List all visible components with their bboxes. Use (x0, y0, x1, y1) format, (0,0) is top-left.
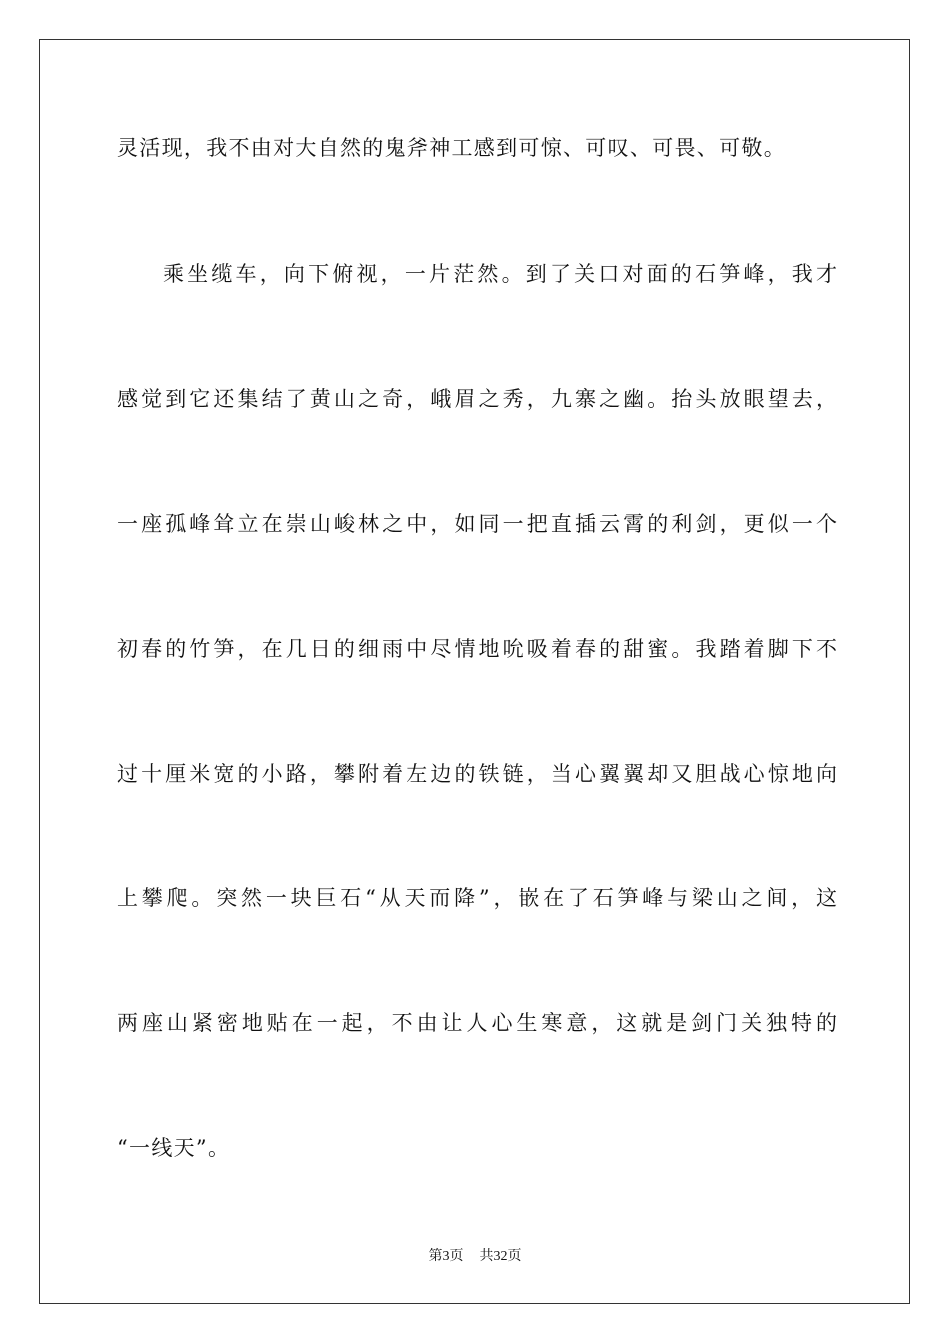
text-line-8: 两座山紧密地贴在一起，不由让人心生寒意，这就是剑门关独特的 (117, 1011, 837, 1035)
text-line-3: 感觉到它还集结了黄山之奇，峨眉之秀，九寨之幽。抬头放眼望去， (117, 387, 837, 411)
text-line-7: 上攀爬。突然一块巨石“从天而降”，嵌在了石笋峰与梁山之间，这 (117, 886, 837, 910)
page-number: 第3页 (428, 1249, 464, 1264)
text-line-4: 一座孤峰耸立在崇山峻林之中，如同一把直插云霄的利剑，更似一个 (117, 512, 837, 536)
text-line-9: “一线天”。 (117, 1136, 231, 1160)
text-line-6: 过十厘米宽的小路，攀附着左边的铁链，当心翼翼却又胆战心惊地向 (117, 762, 837, 786)
page-footer (0, 1248, 950, 1266)
text-line-5: 初春的竹笋，在几日的细雨中尽情地吮吸着春的甜蜜。我踏着脚下不 (117, 637, 837, 661)
page-border (39, 39, 910, 1304)
text-line-2: 乘坐缆车，向下俯视，一片茫然。到了关口对面的石笋峰，我才 (163, 262, 837, 286)
page-total: 共32页 (479, 1249, 522, 1264)
text-line-1: 灵活现，我不由对大自然的鬼斧神工感到可惊、可叹、可畏、可敬。 (117, 136, 786, 160)
